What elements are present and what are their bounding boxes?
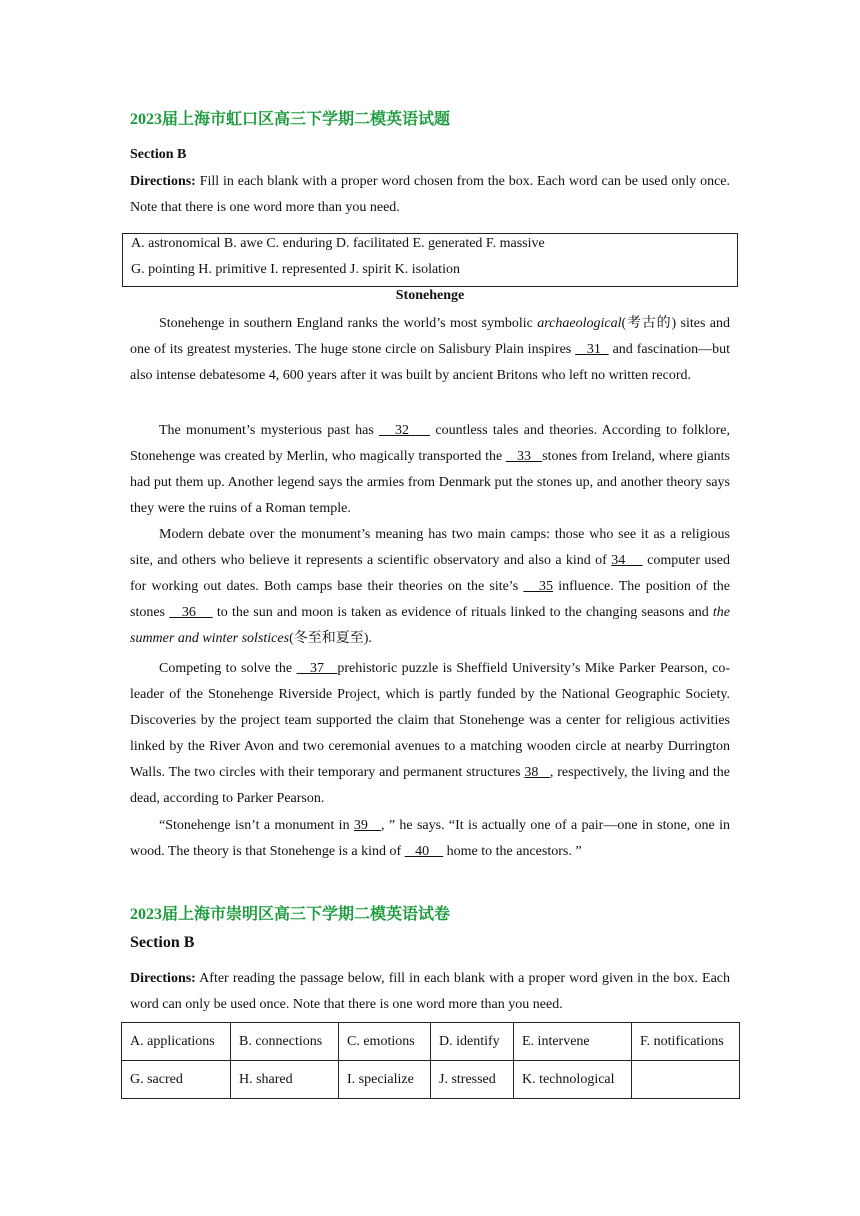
p1-text-b: (考古的) sites and one of its greatest mysteries. The huge stone circle on Salisbury Plain inspires [130,316,730,357]
blank-32: 32 [379,423,431,438]
word-cell: J. stressed [431,1061,514,1099]
word-cell: B. connections [231,1023,339,1061]
doc1-section-label: Section B [130,147,187,162]
word-cell: H. shared [231,1061,339,1099]
doc2-directions-label: Directions: [130,971,196,986]
word-row-2 [122,1061,740,1099]
word-box-2 [121,1022,740,1099]
p2-text-a: The monument’s mysterious past has [159,423,380,438]
word-cell: C. emotions [339,1023,431,1061]
blank-31: 31 [575,342,609,357]
p2-text-b: countless tales and theories. According to folklore, Stonehenge was created by Merlin, who magically transported the [130,423,730,464]
p4-text-b: prehistoric puzzle is Sheffield University’s Mike Parker Pearson, co-leader of the Stonehenge Riverside Project, which is partly funded by the National Geographic Society. Discoveries by the project team supported the claim that Stonehenge was a center for religious activities linked by the River Avon and two ceremonial avenues to a matching wooden circle at nearby Durrington Walls. The two circles with their temporary and permanent structures [130,661,731,780]
word-box-1 [122,233,738,287]
blank-34: 34 [611,553,643,568]
word-box-line-1: A. astronomical B. awe C. enduring D. facilitated E. generated F. massive [131,236,545,251]
blank-35: 35 [523,579,553,594]
p1-italic: archaeological [537,316,622,331]
word-cell: D. identify [431,1023,514,1061]
p5-text-b: , ” he says. “It is actually one of a pair—one in stone, one in wood. The theory is that Stonehenge is a kind of [130,818,730,859]
word-row-1 [122,1023,740,1061]
blank-40: 40 [404,844,444,859]
directions-label: Directions: [130,174,196,189]
p4-text-c: , respectively, the living and the dead, according to Parker Pearson. [130,765,730,806]
p3-text-e: (冬至和夏至). [289,631,372,646]
word-cell: E. intervene [514,1023,632,1061]
p3-italic: the summer and winter solstices [130,605,731,646]
doc1-heading: 2023届上海市虹口区高三下学期二模英语试题 [130,111,451,128]
word-cell: K. technological [514,1061,632,1099]
p3-text-c: influence. The position of the stones [130,579,730,620]
blank-38: 38 [524,765,550,780]
word-cell: G. sacred [122,1061,231,1099]
p3-text-a: Modern debate over the monument’s meaning has two main camps: those who see it as a religious site, and others who believe it represents a scientific observatory and also a kind of [130,527,730,568]
p3-text-d: to the sun and moon is taken as evidence of rituals linked to the changing seasons and [212,605,713,620]
p4-text-a: Competing to solve the [159,661,297,676]
paragraph-4 [130,656,730,812]
p2-text-c: stones from Ireland, where giants had put them up. Another legend says the armies from Denmark put the stones up, and another theory says they were the ruins of a Roman temple. [130,449,730,516]
blank-33: 33 [505,449,543,464]
passage-title: Stonehenge [395,288,465,303]
p5-text-a: “Stonehenge isn’t a monument in [159,818,354,833]
paragraph-1 [130,311,730,389]
blank-37: 37 [296,661,338,676]
doc2-section-label: Section B [130,934,195,951]
paragraph-5 [130,813,730,865]
word-cell: F. notifications [632,1023,740,1061]
p1-text-a: Stonehenge in southern England ranks the world’s most symbolic [159,316,538,331]
word-cell [632,1061,740,1099]
doc1-directions [130,169,730,221]
p5-text-c: home to the ancestors. ” [443,844,582,859]
doc2-directions [130,966,730,1018]
paragraph-3 [130,522,730,652]
directions-text: Fill in each blank with a proper word chosen from the box. Each word can be used only once. Note that there is one word more than you need. [130,174,730,215]
p3-text-b: computer used for working out dates. Both camps base their theories on the site’s [130,553,731,594]
blank-36: 36 [169,605,213,620]
doc2-directions-text: After reading the passage below, fill in each blank with a proper word given in the box. Each word can only be used once. Note that there is one word more than you need. [130,971,730,1012]
doc2-heading: 2023届上海市崇明区高三下学期二模英语试卷 [130,906,451,923]
word-cell: I. specialize [339,1061,431,1099]
word-cell: A. applications [122,1023,231,1061]
word-box-line-2: G. pointing H. primitive I. represented J. spirit K. isolation [131,262,460,277]
blank-39: 39 [353,818,381,833]
p1-text-c: and fascination—but also intense debatesome 4, 600 years after it was built by ancient Britons who left no written record. [130,342,731,383]
paragraph-2 [130,418,730,522]
